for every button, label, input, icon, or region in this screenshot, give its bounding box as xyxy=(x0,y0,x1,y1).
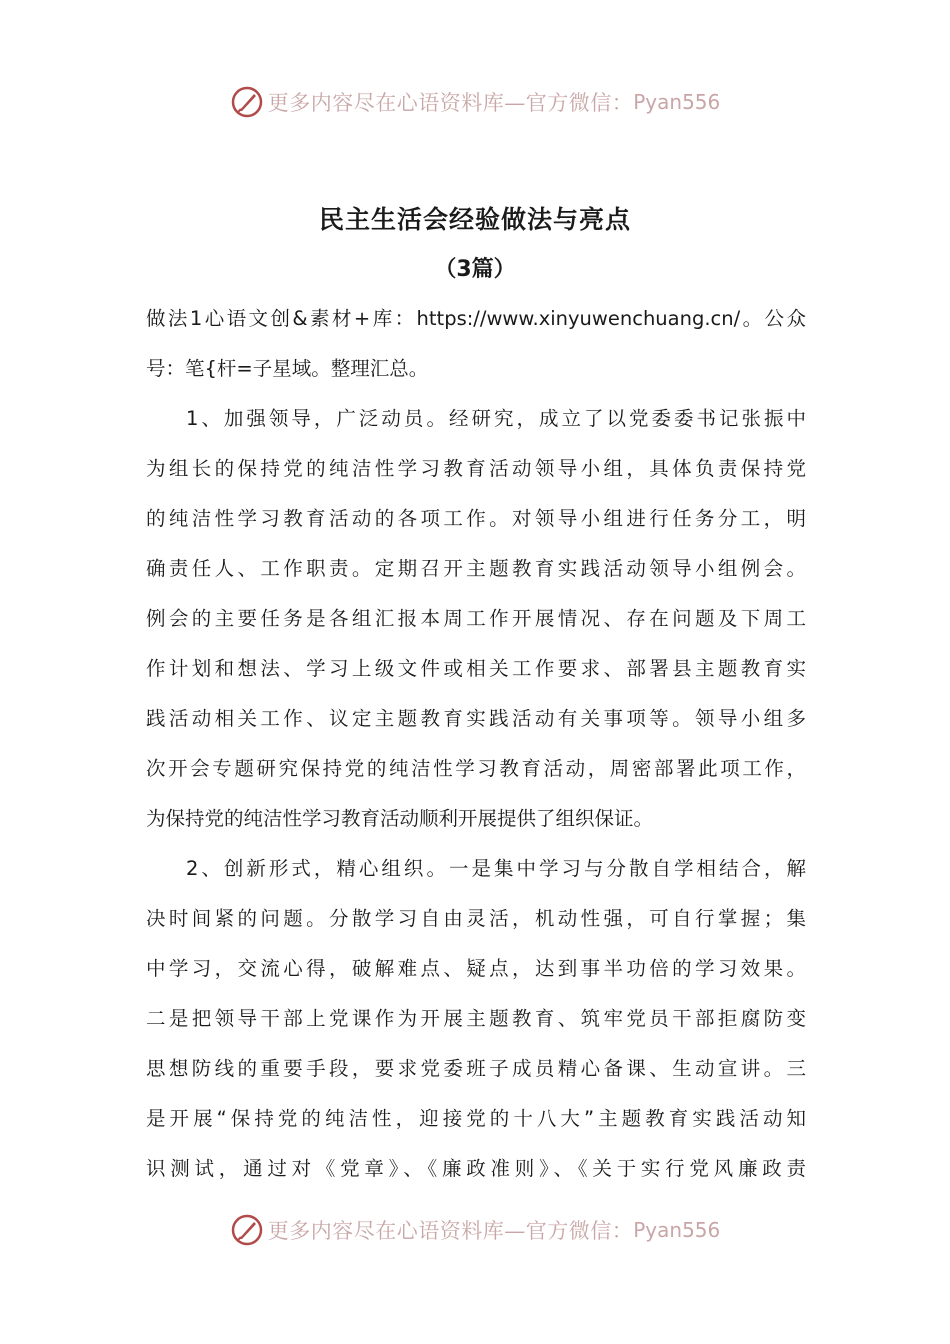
body-line: 是开展“保持党的纯洁性，迎接党的十八大”主题教育实践活动知 xyxy=(146,1107,806,1130)
body-line: 确责任人、工作职责。定期召开主题教育实践活动领导小组例会。 xyxy=(146,557,806,580)
body-line: 为保持党的纯洁性学习教育活动顺利开展提供了组织保证。 xyxy=(146,807,654,830)
body-line: 作计划和想法、学习上级文件或相关工作要求、部署县主题教育实 xyxy=(146,657,806,680)
watermark-wechat-id: Pyan556 xyxy=(633,90,721,114)
body-line: 思想防线的重要手段，要求党委班子成员精心备课、生动宣讲。三 xyxy=(146,1057,806,1080)
body-line: 例会的主要任务是各组汇报本周工作开展情况、存在问题及下周工 xyxy=(146,607,806,630)
document-body xyxy=(146,300,806,1200)
document-title: 民主生活会经验做法与亮点 xyxy=(318,205,631,234)
watermark-text: 更多内容尽在心语资料库—官方微信： xyxy=(267,91,634,115)
body-line: 践活动相关工作、议定主题教育实践活动有关事项等。领导小组多 xyxy=(146,707,806,730)
body-line: 决时间紧的问题。分散学习自由灵活，机动性强，可自行掌握；集 xyxy=(146,907,806,930)
watermark-text: 更多内容尽在心语资料库—官方微信： xyxy=(267,1219,634,1243)
feather-pen-logo-icon xyxy=(230,85,264,119)
watermark-banner-top xyxy=(0,82,950,122)
body-line: 1、加强领导，广泛动员。经研究，成立了以党委委书记张振中 xyxy=(186,407,806,430)
body-line: 中学习，交流心得，破解难点、疑点，达到事半功倍的学习效果。 xyxy=(146,957,806,980)
body-line: 号：笔{杆=子星域。整理汇总。 xyxy=(146,357,429,380)
body-line: 2、创新形式，精心组织。一是集中学习与分散自学相结合，解 xyxy=(186,857,806,880)
watermark-wechat-id: Pyan556 xyxy=(633,1218,721,1242)
body-line: 次开会专题研究保持党的纯洁性学习教育活动，周密部署此项工作， xyxy=(146,757,806,780)
feather-pen-logo-icon xyxy=(230,1213,264,1247)
document-subtitle: （3篇） xyxy=(434,257,516,282)
body-line: 二是把领导干部上党课作为开展主题教育、筑牢党员干部拒腐防变 xyxy=(146,1007,806,1030)
body-line: 为组长的保持党的纯洁性学习教育活动领导小组，具体负责保持党 xyxy=(146,457,806,480)
watermark-banner-bottom xyxy=(0,1210,950,1250)
body-line: 做法1心语文创&素材+库：https://www.xinyuwenchuang.cn/。公众 xyxy=(146,307,806,330)
body-line: 的纯洁性学习教育活动的各项工作。对领导小组进行任务分工，明 xyxy=(146,507,806,530)
body-line: 识测试，通过对《党章》、《廉政准则》、《关于实行党风廉政责 xyxy=(146,1157,806,1180)
